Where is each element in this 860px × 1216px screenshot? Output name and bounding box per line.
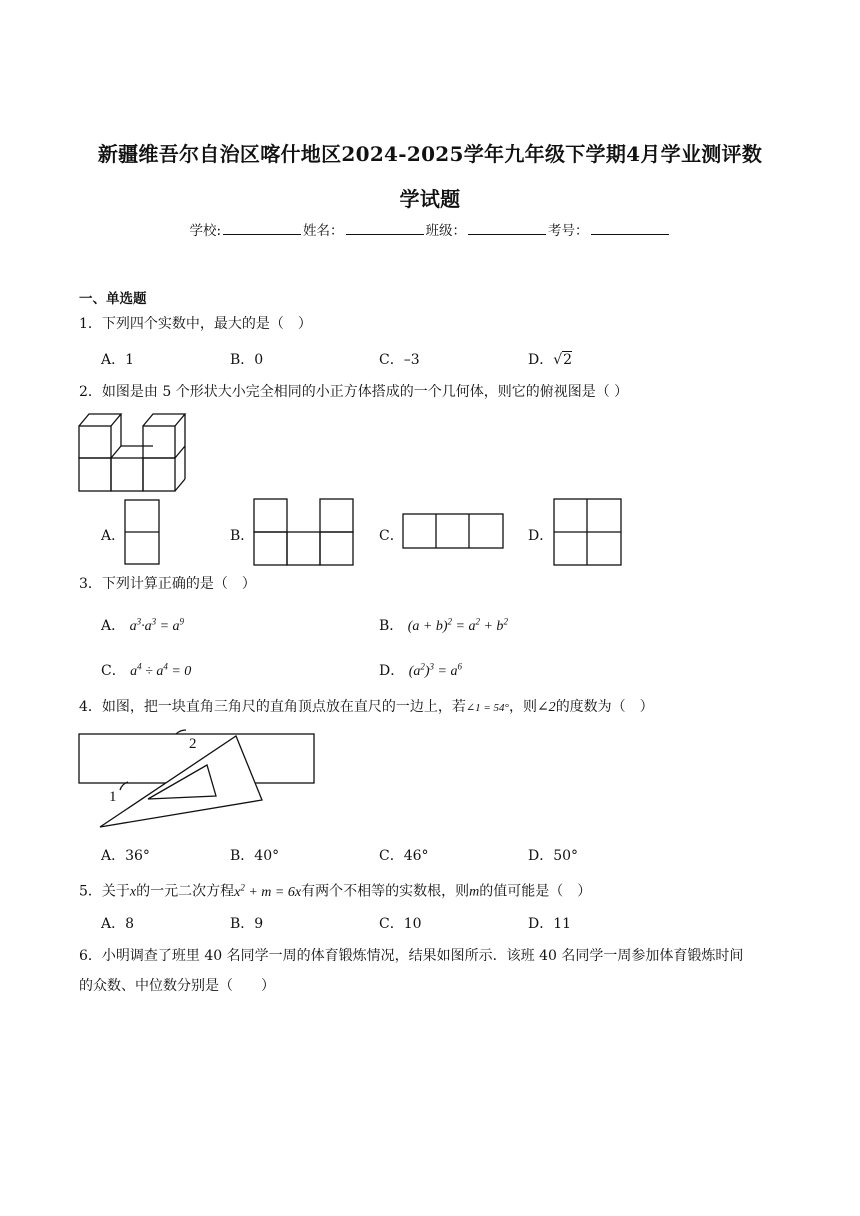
q3-option-b — [379, 615, 508, 635]
q4-ruler-triangle-figure — [76, 728, 321, 832]
q5-variable-m: m — [469, 884, 480, 900]
q4-stem-mid: ，则 — [508, 699, 537, 715]
angle-1-label: 1 — [109, 789, 117, 805]
q4-option-b: B．40° — [230, 848, 280, 864]
class-blank — [468, 222, 546, 235]
question-4-stem — [79, 697, 654, 718]
q2-option-c-figure — [402, 513, 505, 550]
q2-option-b-figure — [253, 498, 355, 566]
class-label: 班级： — [425, 223, 467, 239]
q3-option-d-label: D． — [379, 663, 405, 679]
student-info-line — [0, 219, 860, 239]
q5-option-b: B．9 — [230, 916, 264, 932]
sqrt-sign: √ — [553, 352, 563, 368]
q1-option-d-label: D． — [528, 352, 554, 368]
name-label: 姓名： — [303, 223, 344, 239]
q3-option-a-formula: $a^3\cdot a^3 = a^9$ — [129, 616, 185, 634]
q4-option-a: A．36° — [101, 848, 150, 864]
section-heading: 一、单选题 — [79, 291, 147, 307]
q2-option-c: C． — [379, 528, 404, 544]
q4-option-c: C．46° — [379, 848, 429, 864]
page-title-continued: 学试题 — [399, 187, 461, 211]
q4-angle1: ∠1 = 54° — [465, 702, 509, 714]
q4-stem-pre: 4．如图，把一块直角三角尺的直角顶点放在直尺的一边上，若 — [79, 699, 466, 715]
question-2-stem: 2．如图是由 5 个形状大小完全相同的小正方体搭成的一个几何体，则它的俯视图是（ ） — [79, 384, 629, 400]
q3-option-b-label: B． — [379, 618, 404, 634]
q3-option-d-formula: $(a^2)^3 = a^6$ — [408, 661, 462, 679]
q3-option-b-formula: $(a + b)^2 = a^2 + b^2$ — [407, 616, 508, 634]
q5-stem-end: 的值可能是（ ） — [479, 883, 592, 900]
q5-stem-mid: 的一元二次方程 — [136, 883, 235, 900]
school-label: 学校: — [189, 223, 222, 239]
q5-option-c: C．10 — [379, 916, 422, 932]
q1-option-b: B．0 — [230, 352, 264, 368]
q3-option-a — [101, 615, 184, 635]
q2-option-b: B． — [230, 528, 255, 544]
page-title: 新疆维吾尔自治区喀什地区2024-2025学年九年级下学期4月学业测评数 — [97, 142, 763, 166]
q3-option-c — [101, 660, 191, 680]
question-6-stem-line2: 的众数、中位数分别是（ ） — [79, 978, 275, 994]
q5-stem-post: 有两个不相等的实数根，则 — [301, 883, 470, 900]
q5-option-a: A．8 — [101, 916, 135, 932]
exam-no-blank — [591, 222, 669, 235]
q2-option-d: D． — [528, 528, 554, 544]
q2-option-a-figure — [124, 499, 161, 566]
q1-option-a: A．1 — [101, 352, 135, 368]
q5-option-d: D．11 — [528, 916, 572, 932]
q5-variable-x: x — [129, 884, 137, 900]
question-6-stem-line1: 6．小明调查了班里 40 名同学一周的体育锻炼情况，结果如图所示．该班 40 名同学一周参加体育锻炼时间 — [79, 948, 744, 964]
question-3-stem: 3．下列计算正确的是（ ） — [79, 576, 256, 592]
q2-option-a: A． — [101, 528, 126, 544]
q4-option-d: D．50° — [528, 848, 579, 864]
q4-angle2: ∠2 — [536, 700, 556, 715]
angle-2-label: 2 — [189, 736, 197, 752]
question-5-stem — [79, 877, 591, 903]
school-blank — [223, 222, 301, 235]
q2-cube-figure — [76, 410, 188, 496]
q3-option-d — [379, 660, 462, 680]
question-1-stem: 1．下列四个实数中，最大的是（ ） — [79, 316, 312, 332]
q1-option-d — [528, 349, 572, 369]
exam-no-label: 考号： — [548, 223, 589, 239]
q3-option-c-label: C． — [101, 663, 126, 679]
q5-equation: $x^2 + m = 6x$ — [234, 882, 302, 900]
q2-option-d-figure — [553, 498, 623, 566]
q1-option-d-value: 2 — [563, 352, 573, 368]
name-blank — [346, 222, 424, 235]
q3-option-a-label: A． — [101, 618, 126, 634]
q1-option-c: C．–3 — [379, 352, 420, 368]
q5-stem-pre: 5．关于 — [79, 883, 130, 900]
q3-option-c-formula: $a^4 \div a^4 = 0$ — [130, 661, 192, 679]
q4-stem-post: 的度数为（ ） — [555, 699, 654, 715]
